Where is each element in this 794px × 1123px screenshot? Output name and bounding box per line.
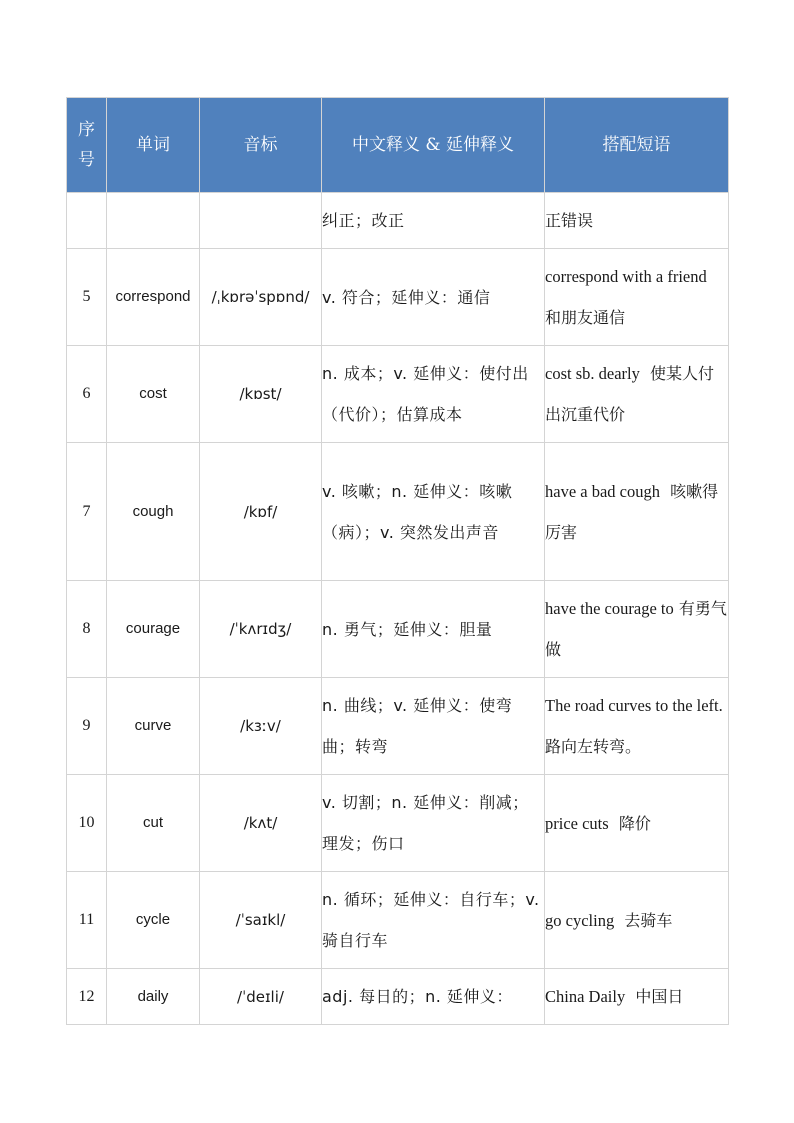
table-row [67, 678, 729, 775]
row-phonetic: /ˈsaɪkl/ [200, 872, 322, 969]
row-word [107, 193, 200, 249]
vocabulary-table [66, 97, 729, 1025]
collocation-chinese: 咳嗽得厉害 [545, 481, 719, 542]
row-phonetic: /ˈdeɪli/ [200, 969, 322, 1025]
table-row [67, 775, 729, 872]
row-collocation [545, 969, 729, 1025]
collocation-chinese: 正错误 [545, 211, 594, 230]
row-word: cost [107, 346, 200, 443]
collocation-english: cost sb. dearly [545, 364, 640, 383]
collocation-chinese: 降价 [618, 813, 651, 833]
row-word [107, 249, 200, 346]
collocation-chinese: 和朋友通信 [545, 308, 626, 327]
row-word: curve [107, 678, 200, 775]
collocation-chinese: 中国日 [635, 987, 684, 1006]
row-word: cough [107, 443, 200, 581]
row-number: 7 [67, 443, 107, 581]
row-number: 10 [67, 775, 107, 872]
header-number: 序号 [67, 98, 107, 193]
row-collocation [545, 678, 729, 775]
row-number [67, 193, 107, 249]
row-meaning: n. 曲线；v. 延伸义：使弯曲；转弯 [322, 678, 545, 775]
row-phonetic: /kɜːv/ [200, 678, 322, 775]
row-collocation [545, 775, 729, 872]
collocation-english: have the courage to [545, 599, 674, 618]
table-row [67, 443, 729, 581]
row-phonetic: /kɒst/ [200, 346, 322, 443]
row-number: 8 [67, 581, 107, 678]
collocation-english: have a bad cough [545, 481, 660, 501]
row-number: 9 [67, 678, 107, 775]
row-collocation [545, 872, 729, 969]
row-word: cycle [107, 872, 200, 969]
row-number: 11 [67, 872, 107, 969]
row-collocation [545, 346, 729, 443]
row-meaning: adj. 每日的；n. 延伸义： [322, 969, 545, 1025]
row-meaning: n. 成本；v. 延伸义：使付出（代价）；估算成本 [322, 346, 545, 443]
row-collocation [545, 443, 729, 581]
row-number: 12 [67, 969, 107, 1025]
row-phonetic: /ˈkʌrɪdʒ/ [200, 581, 322, 678]
table-row [67, 581, 729, 678]
collocation-english: price cuts [545, 813, 609, 833]
header-collocation: 搭配短语 [545, 98, 729, 193]
row-phonetic: /kʌt/ [200, 775, 322, 872]
row-meaning: v. 符合；延伸义：通信 [322, 249, 545, 346]
row-phonetic [200, 193, 322, 249]
row-number: 5 [67, 249, 107, 346]
row-word: courage [107, 581, 200, 678]
row-meaning: 纠正；改正 [322, 193, 545, 249]
collocation-chinese: 有勇气做 [545, 599, 727, 659]
row-number: 6 [67, 346, 107, 443]
row-meaning: n. 循环；延伸义：自行车；v. 骑自行车 [322, 872, 545, 969]
table-row [67, 872, 729, 969]
collocation-english: The road curves to the left. [545, 696, 723, 715]
row-word: cut [107, 775, 200, 872]
collocation-english: China Daily [545, 987, 626, 1006]
row-collocation [545, 581, 729, 678]
row-meaning: v. 咳嗽；n. 延伸义：咳嗽（病）；v. 突然发出声音 [322, 443, 545, 581]
header-word: 单词 [107, 98, 200, 193]
row-collocation [545, 193, 729, 249]
row-phonetic: /ˌkɒrəˈspɒnd/ [200, 249, 322, 346]
collocation-english: correspond with a friend [545, 267, 707, 286]
row-phonetic: /kɒf/ [200, 443, 322, 581]
word-text: correspond [115, 288, 191, 305]
table-header-row [67, 98, 729, 193]
row-word: daily [107, 969, 200, 1025]
row-meaning: n. 勇气；延伸义：胆量 [322, 581, 545, 678]
table-row [67, 249, 729, 346]
header-meaning: 中文释义 & 延伸释义 [322, 98, 545, 193]
header-phonetic: 音标 [200, 98, 322, 193]
table-row [67, 969, 729, 1025]
row-collocation [545, 249, 729, 346]
collocation-english: go cycling [545, 910, 615, 930]
row-meaning: v. 切割；n. 延伸义：削减；理发；伤口 [322, 775, 545, 872]
collocation-chinese: 使某人付出沉重代价 [545, 364, 715, 424]
table-row [67, 346, 729, 443]
collocation-chinese: 去骑车 [624, 910, 673, 930]
collocation-chinese: 路向左转弯。 [545, 737, 642, 756]
table-row [67, 193, 729, 249]
